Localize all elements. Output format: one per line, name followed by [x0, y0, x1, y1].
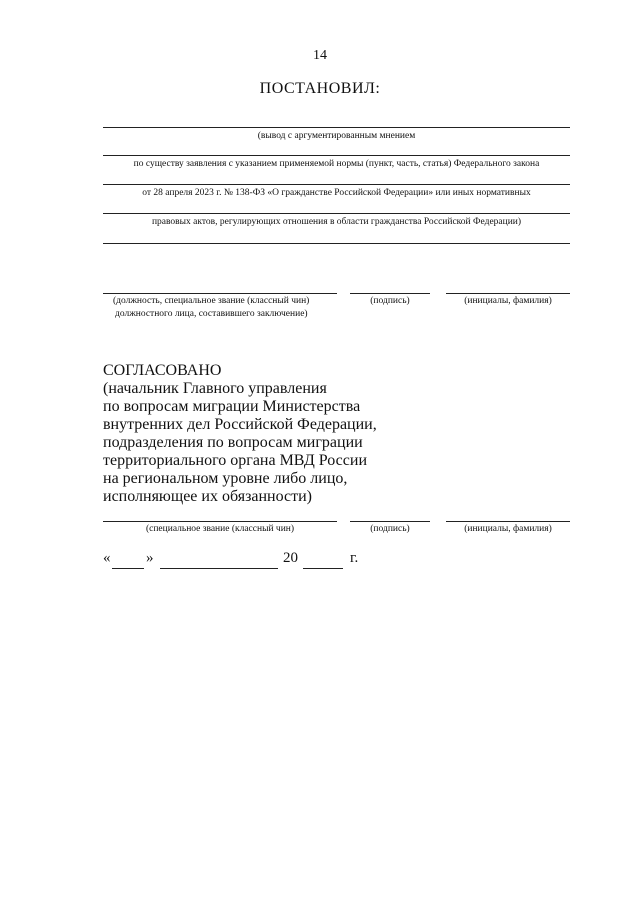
agreed-line: на региональном уровне либо лицо,: [103, 470, 348, 487]
decision-line-5: [103, 243, 570, 244]
date-open-quote: «: [103, 550, 111, 566]
decision-line-3: [103, 184, 570, 185]
agreed-line: подразделения по вопросам миграции: [103, 434, 363, 451]
position-line: [103, 293, 337, 294]
rank-line: [103, 521, 337, 522]
position-caption-1: (должность, специальное звание (классный чин): [113, 296, 310, 306]
agreed-line: исполняющее их обязанности): [103, 488, 312, 505]
decision-text-2: по существу заявления с указанием применяемой нормы (пункт, часть, статья) Федерального закона: [133, 159, 540, 169]
position-caption-2: должностного лица, составившего заключение): [115, 309, 308, 319]
agreed-line: территориального органа МВД России: [103, 452, 368, 469]
date-month-line: [160, 568, 278, 569]
date-year-line: [303, 568, 343, 569]
page-number: 14: [313, 48, 327, 63]
date-close-quote: »: [146, 550, 154, 566]
decision-caption: (вывод с аргументированным мнением: [257, 131, 416, 141]
page-title: ПОСТАНОВИЛ:: [259, 80, 381, 97]
name-line: [446, 293, 570, 294]
signature-caption-2: (подпись): [370, 524, 410, 534]
name-line-2: [446, 521, 570, 522]
signature-line: [350, 293, 430, 294]
agreed-line: внутренних дел Российской Федерации,: [103, 416, 377, 433]
name-caption-2: (инициалы, фамилия): [464, 524, 552, 534]
agreed-line: (начальник Главного управления: [103, 380, 327, 397]
name-caption: (инициалы, фамилия): [464, 296, 552, 306]
rank-caption: (специальное звание (классный чин): [145, 524, 295, 534]
agreed-title: СОГЛАСОВАНО: [103, 362, 222, 379]
agreed-body: [103, 380, 377, 506]
decision-text-4: правовых актов, регулирующих отношения в области гражданства Российской Федерации): [151, 217, 522, 227]
signature-caption: (подпись): [370, 296, 410, 306]
decision-line-4: [103, 213, 570, 214]
agreed-line: по вопросам миграции Министерства: [103, 398, 361, 415]
date-year-prefix: 20: [283, 550, 298, 566]
decision-line-1: [103, 127, 570, 128]
decision-line-2: [103, 155, 570, 156]
decision-text-3: от 28 апреля 2023 г. № 138-ФЗ «О гражданстве Российской Федерации» или иных нормативных: [142, 188, 531, 198]
signature-line-2: [350, 521, 430, 522]
date-day-line: [112, 568, 144, 569]
date-year-suffix: г.: [350, 550, 359, 566]
